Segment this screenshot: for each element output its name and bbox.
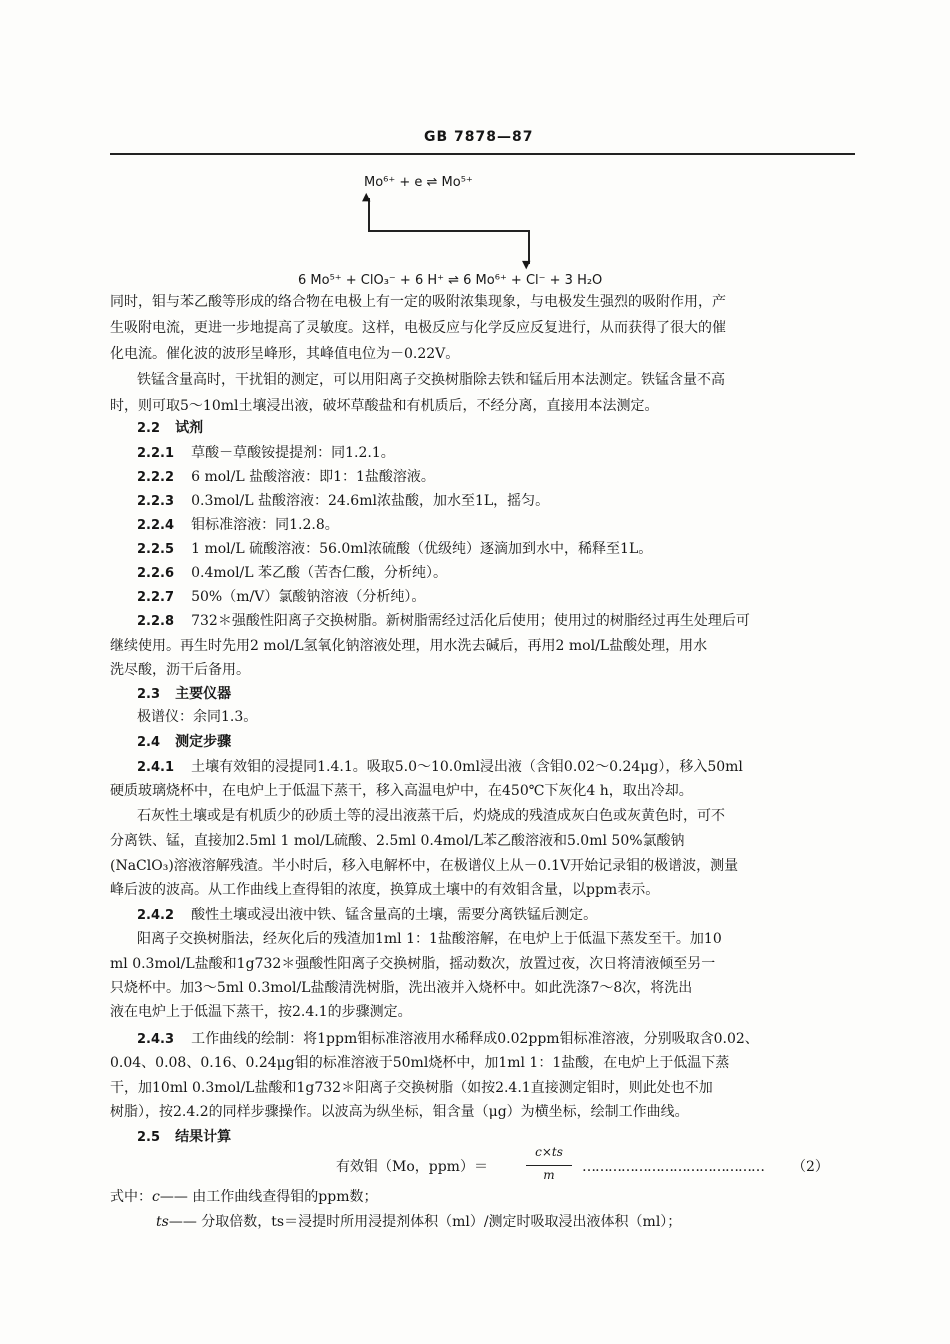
symbol-ts-desc: —— 分取倍数，ts＝浸提时所用浸提剂体积（ml）/测定时吸取浸出液体积（ml）； bbox=[168, 1214, 682, 1230]
item-text: 0.4mol/L 苯乙酸（苦杏仁酸，分析纯）。 bbox=[191, 565, 448, 581]
step-2-4-3-line3: 干，加10ml 0.3mol/L盐酸和1g732＊阳离子交换树脂（如按2.4.1直接测定钼时，则此处也不加 bbox=[110, 1080, 713, 1096]
step-2-4-1-line4: 分离铁、锰，直接加2.5ml 1 mol/L硫酸、2.5ml 0.4mol/L苯乙酸溶液和5.0ml 50%氯酸钠 bbox=[110, 833, 685, 849]
item-number: 2.2.4 bbox=[137, 518, 175, 533]
symbol-c-desc: —— 由工作曲线查得钼的ppm数； bbox=[159, 1189, 378, 1205]
para2-line2: 时，则可取5～10ml土壤浸出液，破坏草酸盐和有机质后，不经分离，直接用本法测定。 bbox=[110, 398, 659, 414]
item-text: 0.3mol/L 盐酸溶液：24.6ml浓盐酸，加水至1L，摇匀。 bbox=[191, 493, 550, 509]
item-text: 732＊强酸性阳离子交换树脂。新树脂需经过活化后使用；使用过的树脂经过再生处理后可 bbox=[191, 613, 750, 629]
item-number: 2.4.3 bbox=[137, 1032, 175, 1047]
item-text: 钼标准溶液：同1.2.8。 bbox=[191, 517, 339, 533]
item-number: 2.2.5 bbox=[137, 542, 175, 557]
item-number: 2.2.8 bbox=[137, 614, 175, 629]
item-number: 2.2.1 bbox=[137, 446, 175, 461]
reaction-top: Mo⁶⁺ + e ⇌ Mo⁵⁺ bbox=[364, 175, 473, 190]
section-title: 主要仪器 bbox=[175, 686, 232, 702]
arrow-up-icon: ▲ bbox=[362, 190, 371, 203]
document-code: GB 7878—87 bbox=[424, 129, 534, 145]
section-title: 结果计算 bbox=[175, 1129, 232, 1145]
section-number: 2.2 bbox=[137, 421, 161, 436]
where-line-c bbox=[110, 1187, 378, 1207]
header-rule bbox=[110, 153, 855, 155]
item-number: 2.2.7 bbox=[137, 590, 175, 605]
step-2-4-2-line2: 阳离子交换树脂法，经灰化后的残渣加1ml 1：1盐酸溶解，在电炉上于低温下蒸发至干。加10 bbox=[137, 931, 722, 947]
para1-line2: 生吸附电流，更进一步地提高了灵敏度。这样，电极反应与化学反应反复进行，从而获得了很大的催 bbox=[110, 320, 726, 336]
item-number: 2.2.3 bbox=[137, 494, 175, 509]
where-lead: 式中： bbox=[110, 1189, 152, 1205]
step-2-4-1 bbox=[137, 756, 743, 777]
formula-leader-dots: …………………………………… bbox=[582, 1159, 764, 1175]
item-number: 2.4.1 bbox=[137, 760, 175, 775]
reagent-2-2-8 bbox=[137, 610, 750, 631]
section-title: 测定步骤 bbox=[175, 734, 232, 750]
reagent-2-2-8-line3: 洗尽酸，沥干后备用。 bbox=[110, 662, 250, 678]
item-text: 1 mol/L 硫酸溶液：56.0ml浓硫酸（优级纯）逐滴加到水中，稀释至1L。 bbox=[191, 541, 653, 557]
reagent-2-2-8-line2: 继续使用。再生时先用2 mol/L氢氧化钠溶液处理，用水洗去碱后，再用2 mol/L盐酸处理，用水 bbox=[110, 638, 708, 654]
arrow-horizontal bbox=[368, 230, 530, 232]
fraction-bar bbox=[526, 1165, 572, 1166]
symbol-ts: ts bbox=[156, 1214, 169, 1230]
reagent-item bbox=[137, 514, 339, 535]
step-2-4-1-line3: 石灰性土壤或是有机质少的砂质土等的浸出液蒸干后，灼烧成的残渣成灰白色或灰黄色时，可不 bbox=[137, 808, 725, 824]
section-title: 试剂 bbox=[175, 420, 204, 436]
item-text: 酸性土壤或浸出液中铁、锰含量高的土壤，需要分离铁锰后测定。 bbox=[191, 907, 598, 923]
item-text: 草酸－草酸铵提提剂：同1.2.1。 bbox=[191, 445, 395, 461]
step-2-4-2-line4: 只烧杯中。加3～5ml 0.3mol/L盐酸清洗树脂，洗出液并入烧杯中。如此洗涤7～8次，将洗出 bbox=[110, 980, 693, 996]
step-2-4-2-line3: ml 0.3mol/L盐酸和1g732＊强酸性阳离子交换树脂，摇动数次，放置过夜，次日将清液倾至另一 bbox=[110, 956, 716, 972]
step-2-4-1-line6: 峰后波的波高。从工作曲线上查得钼的浓度，换算成土壤中的有效钼含量，以ppm表示。 bbox=[110, 882, 660, 898]
section-number: 2.4 bbox=[137, 735, 161, 750]
formula-lhs: 有效钼（Mo，ppm）＝ bbox=[336, 1159, 488, 1175]
reagent-item bbox=[137, 538, 652, 559]
section-2-2-heading bbox=[137, 417, 203, 438]
item-text: 6 mol/L 盐酸溶液：即1：1盐酸溶液。 bbox=[191, 469, 435, 485]
where-line-ts bbox=[156, 1212, 681, 1232]
step-2-4-3-line2: 0.04、0.08、0.16、0.24μg钼的标准溶液于50ml烧杯中，加1ml 1：1盐酸，在电炉上于低温下蒸 bbox=[110, 1055, 730, 1071]
step-2-4-1-line5: (NaClO₃)溶液溶解残渣。半小时后，移入电解杯中，在极谱仪上从－0.1V开始记录钼的极谱波，测量 bbox=[110, 858, 739, 874]
instrument-text: 极谱仪：余同1.3。 bbox=[137, 709, 258, 725]
reagent-item bbox=[137, 490, 549, 511]
section-2-4-heading bbox=[137, 731, 231, 752]
section-number: 2.3 bbox=[137, 687, 161, 702]
section-2-3-heading bbox=[137, 683, 231, 704]
arrow-down-icon: ▼ bbox=[522, 258, 531, 271]
item-text: 工作曲线的绘制：将1ppm钼标准溶液用水稀释成0.02ppm钼标准溶液，分别吸取含0.02、 bbox=[191, 1031, 759, 1047]
para2-line1: 铁锰含量高时，干扰钼的测定，可以用阳离子交换树脂除去铁和锰后用本法测定。铁锰含量不高 bbox=[137, 372, 725, 388]
item-number: 2.2.2 bbox=[137, 470, 175, 485]
formula-denominator: m bbox=[543, 1168, 555, 1182]
symbol-c: c bbox=[152, 1189, 160, 1205]
reagent-item bbox=[137, 586, 425, 607]
reagent-item bbox=[137, 466, 435, 487]
item-text: 50%（m/V）氯酸钠溶液（分析纯）。 bbox=[191, 589, 426, 605]
item-text: 土壤有效钼的浸提同1.4.1。吸取5.0～10.0ml浸出液（含钼0.02～0.24μg），移入50ml bbox=[191, 759, 743, 775]
formula-numerator: c×ts bbox=[535, 1145, 563, 1159]
formula-number: （2） bbox=[792, 1159, 829, 1175]
step-2-4-2-line5: 液在电炉上于低温下蒸干，按2.4.1的步骤测定。 bbox=[110, 1004, 412, 1020]
section-2-5-heading bbox=[137, 1126, 231, 1147]
step-2-4-3-line4: 树脂），按2.4.2的同样步骤操作。以波高为纵坐标，钼含量（μg）为横坐标，绘制工作曲线。 bbox=[110, 1104, 689, 1120]
step-2-4-1-line2: 硬质玻璃烧杯中，在电炉上于低温下蒸干，移入高温电炉中，在450℃下灰化4 h，取出冷却。 bbox=[110, 783, 693, 799]
step-2-4-3 bbox=[137, 1028, 759, 1049]
reaction-bottom: 6 Mo⁵⁺ + ClO₃⁻ + 6 H⁺ ⇌ 6 Mo⁶⁺ + Cl⁻ + 3 H₂O bbox=[298, 273, 603, 288]
item-number: 2.4.2 bbox=[137, 908, 175, 923]
item-number: 2.2.6 bbox=[137, 566, 175, 581]
reagent-item bbox=[137, 562, 447, 583]
step-2-4-2 bbox=[137, 904, 597, 925]
reagent-item bbox=[137, 442, 395, 463]
para1-line1: 同时，钼与苯乙酸等形成的络合物在电极上有一定的吸附浓集现象，与电极发生强烈的吸附作用，产 bbox=[110, 294, 726, 310]
para1-line3: 化电流。催化波的波形呈峰形，其峰值电位为－0.22V。 bbox=[110, 346, 460, 362]
section-number: 2.5 bbox=[137, 1130, 161, 1145]
